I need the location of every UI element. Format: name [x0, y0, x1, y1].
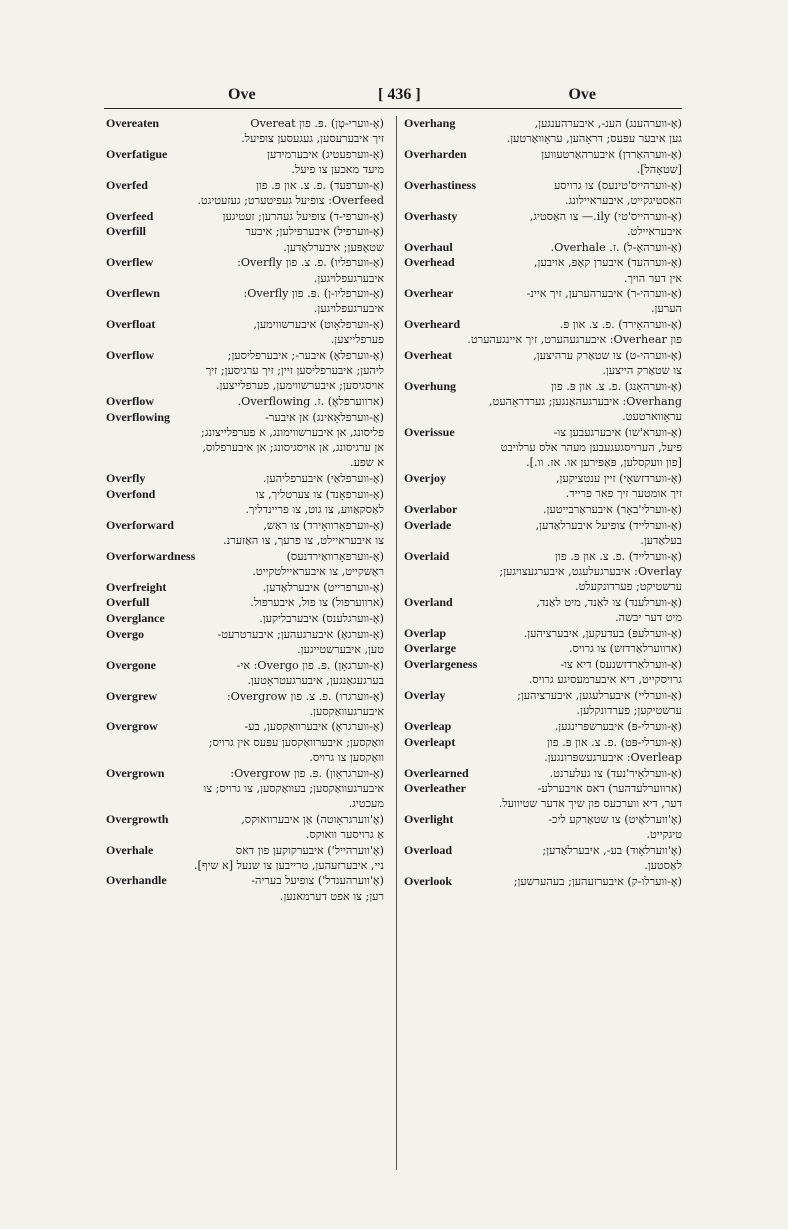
entry-definition: (אָ-ווערגרו) .פ. צ. פון Overgrow: [226, 689, 384, 703]
dictionary-entry [404, 178, 682, 208]
dictionary-entry [106, 658, 384, 688]
entry-headword: Overglance [106, 611, 165, 625]
dictionary-entry [106, 873, 384, 903]
dictionary-entry [106, 518, 384, 548]
entry-continuation: איבערגעוואַקסען; בעוואַקסען, צו גרויס; צו [203, 781, 384, 795]
dictionary-entry [404, 286, 682, 316]
entry-first-line [404, 116, 682, 131]
dictionary-entry [404, 255, 682, 285]
entry-continuation: פליסונג, אן איבערשווימונג, א פערפלייצונג; [201, 426, 384, 440]
entry-first-line [404, 348, 682, 363]
dictionary-entry [106, 471, 384, 486]
entry-continuation: מיעד מאכען צו פיעל. [291, 163, 384, 177]
entry-headword: Overfly [106, 471, 146, 486]
entry-headword: Overfloat [106, 317, 156, 332]
entry-continuation: זיך אומטער זיך פאר פרייד. [565, 487, 682, 501]
entry-definition: (אָ-ווערהייס'טי) ily.— צו האַסטיג, [529, 209, 682, 223]
entry-first-line [404, 874, 682, 889]
dictionary-entry [404, 379, 682, 425]
entry-first-line [404, 641, 682, 656]
entry-first-line [106, 178, 384, 193]
entry-first-line [404, 595, 682, 610]
entry-first-line [404, 502, 682, 517]
entry-definition: (אָ'ווערגראָוטה) אַן איבערוואוקס, [241, 812, 384, 826]
entry-definition: (ארווערלעדהער) דאס אויבערלע- [537, 782, 682, 796]
entry-definition: (אָ'ווערלאָוד) בע-, איבערלאַדען; [542, 844, 682, 858]
entry-continuation: לאַסטען. [644, 859, 682, 873]
entry-definition: (אָ-ווערפאָנד) צו צערטליך, צו [255, 487, 384, 501]
dictionary-entry [404, 595, 682, 625]
entry-headword: Overforwardness [106, 548, 196, 563]
dictionary-entry [404, 209, 682, 239]
entry-definition: (אָ-ווערהעד) איבערן קאָפּ, אויבען, [533, 256, 682, 270]
entry-first-line [404, 843, 682, 858]
dictionary-entry [404, 348, 682, 378]
entry-definition: (אָ-ווערלי-פּט) .פ. צ. און פּ. פון [547, 735, 682, 749]
dictionary-entry [106, 719, 384, 765]
entry-definition: (אָ-ווערליי) איבערלעגען, איבערציהען; [517, 689, 682, 703]
dictionary-entry [404, 425, 682, 471]
dictionary-entry [404, 781, 682, 811]
dictionary-entry [404, 518, 682, 548]
entry-headword: Overload [404, 843, 452, 858]
entry-continuation: בערגעגאַנגען, איבערגעטראָטען. [247, 673, 384, 687]
entry-continuation: עראָווארטעט. [622, 410, 682, 424]
entry-headword: Overfreight [106, 579, 167, 594]
entry-definition: (ארווערלאַרדזש) צו גרויס. [568, 642, 682, 656]
dictionary-entry [106, 611, 384, 626]
page-number: [ 436 ] [378, 86, 421, 103]
entry-definition: (אָ-ווערפעטיג) איבערמידען [267, 147, 384, 161]
entry-headword: Overfatigue [106, 146, 168, 161]
dictionary-entry [106, 224, 384, 254]
entry-first-line [106, 147, 384, 162]
entry-first-line [106, 348, 384, 363]
entry-continuation: ערשטיקען; פערדונקלען. [576, 704, 682, 718]
entry-definition: (אָ-ווערלייד) צופיעל איבערלאַדען, [535, 518, 682, 532]
entry-headword: Overlargeness [404, 657, 478, 672]
entry-definition: (אָ-ווערלאַרדזשנעס) דיא צו- [560, 658, 682, 672]
entry-first-line [404, 549, 682, 564]
entry-definition: (אָ-ווערגאָ) איבערגעהען; איבערטרעט- [217, 627, 384, 641]
entry-continuation: אין דער הויך. [623, 271, 682, 285]
entry-continuation: טען, איבערשטייגען. [297, 642, 384, 656]
entry-headword: Overflew [106, 255, 154, 270]
entry-first-line [106, 209, 384, 224]
dictionary-entry [106, 812, 384, 842]
dictionary-entry [106, 394, 384, 409]
entry-headword: Overjoy [404, 471, 446, 486]
entry-definition: (אָ-ווערהייס'טינעס) צו גרויסע [553, 178, 682, 192]
header-left-word: Ove [228, 86, 256, 103]
entry-first-line [404, 178, 682, 193]
entry-headword: Overfull [106, 595, 150, 610]
entry-headword: Overeaten [106, 116, 160, 130]
dictionary-entry [404, 688, 682, 718]
entry-headword: Overlade [404, 517, 452, 532]
entry-continuation: Overhang: איבערגעהאַנגען; גערדראָהעט, [488, 395, 682, 409]
entry-definition: (אָ-ווערגאָן) .פּ. פון Overgo: אי- [236, 658, 384, 672]
entry-definition: (אָ-ווערהי-ר) איבערהערען, זיך איינ- [526, 287, 682, 301]
entry-continuation: ניי, איבערזעהען, טרייבען צו שנעל [א שיף]. [193, 858, 384, 872]
entry-first-line [106, 689, 384, 704]
entry-headword: Overgo [106, 626, 144, 641]
entry-continuation: פיעל, הערויסגעגעבען מעהר אלס ערלויבט [500, 441, 682, 455]
entry-headword: Overhear [404, 286, 454, 301]
entry-headword: Overleap [404, 718, 452, 733]
entry-continuation: לאַסקאַווע, צו גוט, צו פריינדליך. [245, 503, 384, 517]
entry-first-line [106, 627, 384, 642]
entry-headword: Overlap [404, 625, 446, 640]
entry-headword: Overhaul [404, 239, 453, 254]
entry-headword: Overgone [106, 657, 156, 672]
entry-first-line [106, 471, 384, 486]
entry-definition: (אָ-ווערגראָ) איבערוואַקסען, בע- [244, 720, 384, 734]
entry-headword: Overgrew [106, 688, 158, 703]
dictionary-entry [106, 580, 384, 595]
entry-definition: (אָ-ווערגלענס) איבערבליקען. [259, 612, 384, 625]
dictionary-entry [404, 843, 682, 873]
entry-headword: Overhung [404, 378, 457, 393]
header-right-word: Ove [568, 86, 596, 103]
entry-definition: (אָ-ווערפלאָאינג) אן איבער- [265, 410, 384, 424]
entry-first-line [404, 688, 682, 703]
dictionary-entry [404, 874, 682, 889]
entry-continuation: מיט דער יבשה. [615, 611, 682, 624]
entry-definition: (אָ-ווערלי-פּ) איבערשפּרינגען. [554, 719, 682, 733]
entry-continuation: פון Overhear: איבערגעהערט, זיך איינגעהערט. [467, 333, 682, 347]
right-column [404, 116, 682, 890]
entry-headword: Overgrow [106, 719, 158, 734]
entry-first-line [404, 766, 682, 781]
dictionary-entry [404, 147, 682, 177]
dictionary-entry [404, 641, 682, 656]
entry-first-line [404, 147, 682, 162]
column-divider [396, 116, 397, 1170]
dictionary-entry [106, 147, 384, 177]
entry-headword: Overhasty [404, 208, 458, 223]
entry-continuation: צו איבעראיילט, צו פרעך, צו האַזערנ. [223, 533, 384, 547]
dictionary-entry [106, 549, 384, 579]
entry-continuation: הערען. [650, 302, 682, 316]
entry-first-line [106, 317, 384, 332]
entry-continuation: רען; צו אפט דערמאנען. [279, 889, 384, 903]
entry-definition: (אָ-ווערהאָ-ל) .ז. Overhale. [550, 240, 682, 254]
dictionary-entry [404, 735, 682, 765]
entry-headword: Overflow [106, 394, 154, 409]
entry-definition: (אָ-ווערפאָרוואַירדנעס) [286, 549, 384, 563]
dictionary-entry [106, 255, 384, 285]
entry-continuation: צו שטאַרק הייצען. [602, 364, 682, 378]
entry-first-line [404, 719, 682, 734]
entry-headword: Overgrown [106, 765, 165, 780]
entry-continuation: ליהען; איבערפליסען זיין; זיך ערגיסען; זיך [205, 364, 384, 378]
dictionary-entry [106, 595, 384, 610]
entry-continuation: איבערגעפלויגען. [313, 302, 384, 316]
entry-continuation: טיגקייט. [646, 828, 682, 842]
entry-definition: (אָ-ווערגראָון) .פּ. פון Overgrow: [230, 766, 384, 780]
entry-headword: Overlaid [404, 548, 450, 563]
entry-definition: (אָ-ווערפליו) .פ. צ. פון Overfly: [237, 256, 384, 270]
dictionary-entry [106, 410, 384, 471]
entry-first-line [106, 116, 384, 131]
entry-continuation: מעכטיג. [348, 796, 384, 810]
entry-continuation: איבערגעפלויגען. [313, 271, 384, 285]
entry-first-line [404, 626, 682, 641]
entry-first-line [404, 209, 682, 224]
entry-first-line [404, 812, 682, 827]
entry-continuation: Overlay: איבערגעלעגט, איבערגעצויגען; [499, 564, 682, 578]
entry-definition: (אָ-ווערהי-ט) צו שטאַרק ערהיצען, [533, 349, 682, 363]
entry-continuation: [שטאָהל]. [636, 163, 682, 177]
header-rule [104, 108, 682, 109]
entry-definition: (אָ'ווערהענדל') צופיעל בעריה- [251, 874, 384, 888]
entry-first-line [106, 766, 384, 781]
entry-continuation: איבערגעוואַקסען. [309, 704, 384, 718]
dictionary-entry [404, 240, 682, 255]
entry-continuation: בעלאַדען. [640, 533, 682, 547]
entry-first-line [106, 580, 384, 595]
dictionary-entry [404, 626, 682, 641]
entry-continuation: Overfeed: צופיעל געפיטערט; געזעטיגט. [197, 194, 384, 208]
entry-headword: Overgrowth [106, 811, 169, 826]
entry-definition: (אָ-ווערלי'באָר) איבעראַרבייטען. [542, 503, 682, 517]
entry-headword: Overfeed [106, 208, 154, 223]
entry-first-line [106, 518, 384, 533]
entry-definition: (אָ-ווערפלאָ) איבער-; איבערפליסען; [227, 349, 384, 363]
dictionary-entry [404, 812, 682, 842]
entry-headword: Overheat [404, 348, 452, 363]
entry-definition: (אָ-ווערפי-ד) צופיעל געהרען; זעטיגען [222, 209, 384, 223]
entry-definition: (אָ-ווערלענד) צו לאַנד, מיט לאַנד, [536, 595, 682, 609]
entry-headword: Overhead [404, 255, 455, 270]
page-header [110, 86, 676, 108]
entry-first-line [106, 255, 384, 270]
entry-first-line [106, 394, 384, 409]
entry-headword: Overhastiness [404, 177, 476, 192]
entry-definition: (אָ'ווערלאַיט) צו שטאַרקע ליכ- [548, 813, 682, 827]
entry-definition: (אָ-ווערדזשאָי) זיין ענטציקען, [555, 472, 682, 486]
entry-headword: Overlook [404, 873, 452, 888]
entry-headword: Overflow [106, 348, 154, 363]
dictionary-entry [106, 286, 384, 316]
dictionary-entry [106, 178, 384, 208]
entry-definition: (אָ-ווערהאַרדן) איבערהאַרטעווען [541, 147, 682, 161]
dictionary-entry [404, 116, 682, 146]
entry-first-line [106, 224, 384, 239]
dictionary-entry [404, 719, 682, 734]
entry-definition: (אָ-ווערלו-ק) איבערזעהען; בעהערשען; [513, 874, 682, 888]
entry-first-line [106, 595, 384, 610]
dictionary-entry [106, 627, 384, 657]
dictionary-entry [404, 657, 682, 687]
entry-first-line [106, 658, 384, 673]
entry-definition: (אָ-ווערלאָיר'נעד) צו געלערנט. [549, 766, 682, 780]
entry-definition: (אָ-ווערפליו-ן) .פּ. פון Overfly: [243, 287, 384, 301]
entry-continuation: אן ערגיסונג, אן אויסגיסונג; אן איבערפלוס, [202, 441, 384, 455]
entry-continuation: ערשטיקט; פערדונקעלט. [575, 580, 682, 594]
dictionary-entry [404, 317, 682, 347]
entry-definition: (אָ-ווערהאָירד) .פ. צ. און פּ. [559, 318, 682, 332]
entry-first-line [404, 471, 682, 486]
dictionary-entry [106, 487, 384, 517]
dictionary-entry [106, 766, 384, 812]
entry-continuation: גרויסקייט, דיא איבערמעסיגע גרויס. [528, 673, 682, 687]
entry-definition: (אָ-ווערפאָרוואָירד) צו ראַש, [263, 518, 384, 532]
entry-headword: Overflowing [106, 409, 170, 424]
entry-definition: (אָ-ווערא'שו) איבערגעבען צו- [553, 426, 682, 440]
entry-headword: Overfond [106, 486, 156, 501]
entry-continuation: אַ גרויסער וואוקס. [305, 827, 384, 841]
entry-continuation: דער, דיא ווערכעס פון שיך אדער שטיוועל. [498, 797, 682, 811]
entry-headword: Overforward [106, 517, 174, 532]
entry-definition: (אָ'ווערהייל') איבערקוקען פון דאס [235, 843, 384, 857]
entry-headword: Overhandle [106, 873, 167, 888]
entry-first-line [106, 487, 384, 502]
entry-headword: Overleapt [404, 734, 456, 749]
entry-first-line [404, 781, 682, 796]
entry-first-line [106, 873, 384, 888]
entry-definition: (אָ-ווערפיל) איבערפילען; איבער [245, 225, 384, 239]
entry-headword: Overlay [404, 688, 446, 703]
dictionary-entry [404, 471, 682, 501]
dictionary-entry [404, 502, 682, 517]
dictionary-entry [106, 116, 384, 146]
left-column [106, 116, 384, 904]
entry-continuation: וואַקסען; איבערוואַקסען עפּעס אין גרויס; [208, 735, 384, 749]
entry-definition: (אָ-ווערהענג) הענ-, איבערהענגען, [534, 117, 682, 130]
entry-definition: (אָ-ווערפלאָוט) איבערשווימען, [253, 318, 384, 332]
dictionary-entry [106, 843, 384, 873]
entry-first-line [404, 286, 682, 301]
entry-headword: Overlarge [404, 641, 456, 656]
entry-continuation: האַסטיגקייט, איבעראיילונג. [564, 194, 682, 208]
entry-first-line [404, 240, 682, 255]
dictionary-entry [106, 348, 384, 394]
entry-headword: Overheard [404, 317, 460, 332]
entry-headword: Overhale [106, 842, 154, 857]
entry-definition: (אָ-ווערהאָנג) .פ. צ. און פּ. פון [551, 379, 682, 393]
entry-first-line [404, 425, 682, 440]
entry-headword: Overlight [404, 812, 454, 827]
entry-first-line [404, 255, 682, 270]
entry-continuation: פערפלייצען. [330, 333, 384, 347]
entry-first-line [106, 410, 384, 425]
entry-headword: Overlabor [404, 502, 458, 517]
entry-continuation: וואַקסען צו גרויס. [309, 750, 384, 764]
entry-definition: (אָ-ווערי-טְן) .פּ. פון Overeat [250, 117, 384, 130]
entry-headword: Overfed [106, 177, 148, 192]
entry-continuation: איבעראיילט. [627, 224, 682, 238]
entry-first-line [106, 719, 384, 734]
entry-headword: Overfill [106, 224, 146, 239]
entry-headword: Overlearned [404, 765, 469, 780]
entry-first-line [404, 379, 682, 394]
dictionary-entry [404, 549, 682, 595]
entry-first-line [404, 317, 682, 332]
entry-definition: (אָ-ווערפלאַי) איבערפליהען. [262, 472, 384, 486]
entry-continuation: שטאָפּען; איבערלאַדען. [283, 240, 384, 254]
entry-first-line [106, 812, 384, 827]
entry-continuation: א שפע. [350, 456, 384, 470]
entry-headword: Overflewn [106, 286, 160, 301]
entry-continuation: גען איבער עפּעס; דראָהען, עראָוואַרטען. [506, 132, 682, 146]
entry-definition: (ארווערפול) צו פול, איבערפול. [250, 596, 384, 610]
entry-continuation: זיך איבערעסען, געגעסען צופיעל. [241, 132, 384, 146]
entry-headword: Overland [404, 594, 453, 609]
entry-continuation: Overleap: איבערגעשפּרונגען. [544, 750, 682, 764]
entry-headword: Overissue [404, 425, 455, 440]
entry-first-line [106, 843, 384, 858]
dictionary-entry [106, 209, 384, 224]
entry-headword: Overhang [404, 116, 456, 130]
entry-first-line [404, 518, 682, 533]
entry-continuation: ראַשקייט, צו איבעראיילטקייט. [252, 564, 384, 578]
entry-first-line [404, 735, 682, 750]
dictionary-entry [106, 317, 384, 347]
entry-headword: Overharden [404, 146, 467, 161]
entry-first-line [106, 286, 384, 301]
entry-definition: (אָ-ווערלעפּ) בעדעקען, איבערציהען. [523, 626, 682, 640]
entry-definition: (אָ-ווערפרייט) איבערלאַדען. [262, 580, 384, 594]
entry-first-line [106, 549, 384, 564]
entry-definition: (אָ-ווערפעד) .פ. צ. און פּ. פון [256, 178, 384, 192]
entry-definition: (אָ-ווערלייד) .פ. צ. און פּ. פון [555, 549, 682, 563]
entry-first-line [106, 611, 384, 626]
entry-continuation: [פון וועקסלען, פּאַפּירען או. אז. וו.]. [526, 456, 682, 470]
entry-definition: (ארווערפלאָ) .ז. Overflowing. [237, 395, 384, 409]
entry-first-line [404, 657, 682, 672]
entry-headword: Overleather [404, 781, 466, 796]
entry-continuation: אויסגיסען; איבערשווימען, פערפלייצען. [216, 379, 384, 393]
dictionary-entry [404, 766, 682, 781]
dictionary-entry [106, 689, 384, 719]
